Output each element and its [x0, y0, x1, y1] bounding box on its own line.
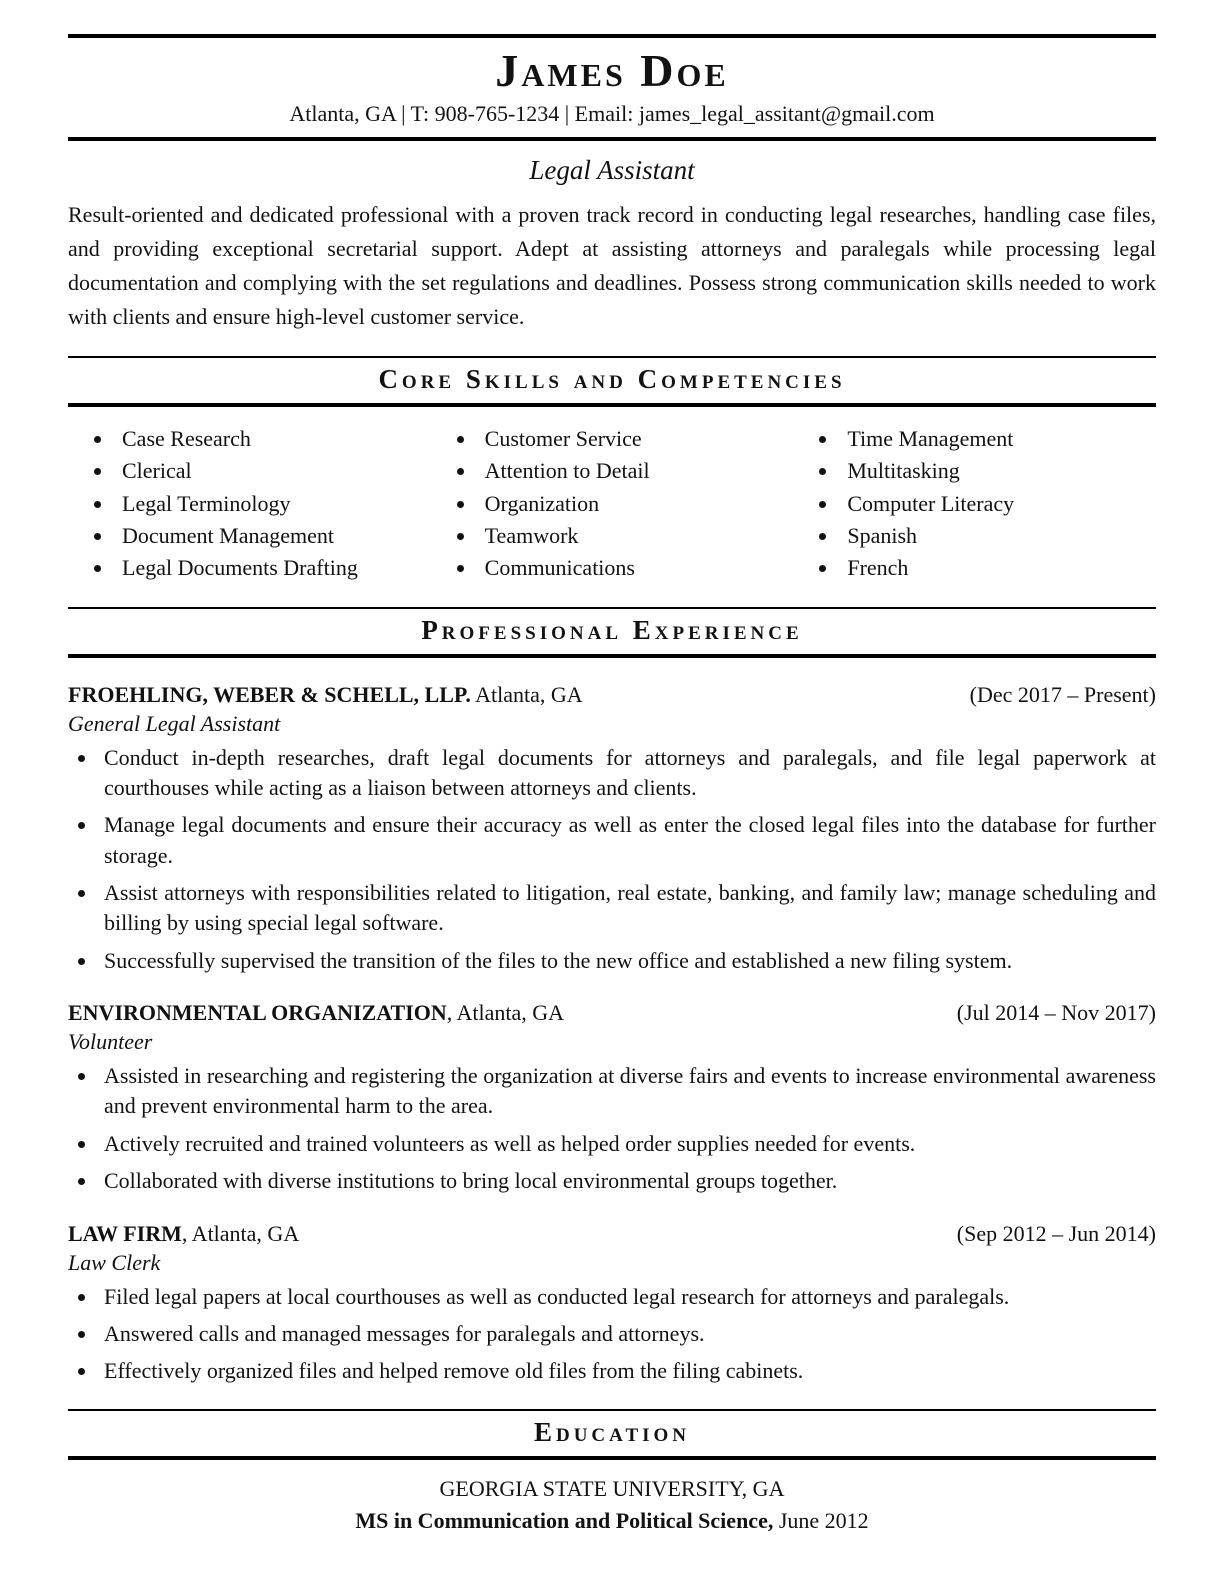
job-role: Law Clerk	[68, 1249, 161, 1275]
job-dates: (Dec 2017 – Present)	[969, 681, 1156, 707]
education-school: GEORGIA STATE UNIVERSITY, GA	[439, 1475, 785, 1501]
skill-item: • Multitasking	[839, 455, 1156, 487]
skill-item: • Document Management	[114, 520, 431, 552]
company-location: , Atlanta, GA	[446, 1000, 565, 1026]
skills-column-2	[431, 423, 794, 585]
company-line	[68, 1221, 299, 1247]
section-header-experience	[68, 607, 1156, 658]
job-entry	[68, 1000, 1156, 1196]
skill-item: • Teamwork	[477, 520, 794, 552]
top-rule	[68, 34, 1156, 38]
skill-item: • Customer Service	[477, 423, 794, 455]
bullet-item: • Answered calls and managed messages for paralegals and attorneys.	[98, 1319, 1156, 1349]
degree-name: MS in Communication and Political Science,	[355, 1507, 774, 1533]
skill-item: • Spanish	[839, 520, 1156, 552]
section-title-experience: Professional Experience	[421, 614, 803, 645]
job-bullet-list	[68, 1061, 1156, 1196]
bullet-item: • Manage legal documents and ensure their accuracy as well as enter the closed legal files into the database for further storage.	[98, 810, 1156, 871]
bullet-item: • Successfully supervised the transition of the files to the new office and established a new filing system.	[98, 946, 1156, 976]
bullet-item: • Filed legal papers at local courthouses as well as conducted legal research for attorneys and paralegals.	[98, 1282, 1156, 1312]
company-location: Atlanta, GA	[470, 681, 583, 707]
bullet-item: • Actively recruited and trained volunteers as well as helped order supplies needed for events.	[98, 1129, 1156, 1159]
skill-item: • Organization	[477, 488, 794, 520]
skills-grid	[68, 423, 1156, 585]
job-entry	[68, 1221, 1156, 1387]
section-title-education: Education	[533, 1416, 691, 1447]
header-bottom-rule	[68, 137, 1156, 141]
job-dates: (Sep 2012 – Jun 2014)	[956, 1220, 1156, 1246]
company-line	[68, 682, 583, 708]
company-line	[68, 1000, 564, 1026]
skill-item: • Clerical	[114, 455, 431, 487]
skill-item: • Legal Documents Drafting	[114, 552, 431, 584]
skill-item: • Communications	[477, 552, 794, 584]
skill-item: • Computer Literacy	[839, 488, 1156, 520]
company-name: FROEHLING, WEBER & SCHELL, LLP.	[68, 681, 471, 707]
skills-column-3	[793, 423, 1156, 585]
bullet-item: • Assist attorneys with responsibilities related to litigation, real estate, banking, and family law; manage scheduling and billing by using special legal software.	[98, 878, 1156, 939]
education-block	[68, 1476, 1156, 1534]
skills-column-1	[68, 423, 431, 585]
bullet-item: • Effectively organized files and helped remove old files from the filing cabinets.	[98, 1356, 1156, 1386]
skill-item: • Case Research	[114, 423, 431, 455]
summary-paragraph: Result-oriented and dedicated professional with a proven track record in conducting legal researches, handling case files, and providing exceptional secretarial support. Adept at assisting attorneys and paralegals while processing legal documentation and complying with the set regulations and deadlines. Possess strong communication skills needed to work with clients and ensure high-level customer service.	[68, 201, 1156, 329]
job-header	[68, 1000, 1156, 1026]
candidate-name: James Doe	[495, 45, 729, 96]
contact-line: Atlanta, GA | T: 908-765-1234 | Email: james_legal_assitant@gmail.com	[289, 100, 935, 126]
degree-date: June 2012	[773, 1507, 869, 1533]
skill-item: • Time Management	[839, 423, 1156, 455]
bullet-item: • Assisted in researching and registering the organization at diverse fairs and events to increase environmental awareness and prevent environmental harm to the area.	[98, 1061, 1156, 1122]
bullet-item: • Collaborated with diverse institutions to bring local environmental groups together.	[98, 1166, 1156, 1196]
job-bullet-list	[68, 743, 1156, 977]
job-dates: (Jul 2014 – Nov 2017)	[956, 1000, 1156, 1026]
company-name: LAW FIRM	[68, 1220, 182, 1246]
skill-item: • French	[839, 552, 1156, 584]
job-role: Volunteer	[68, 1029, 153, 1055]
section-title-skills: Core Skills and Competencies	[378, 363, 846, 394]
section-header-skills	[68, 356, 1156, 407]
company-name: ENVIRONMENTAL ORGANIZATION	[68, 1000, 447, 1026]
job-entry	[68, 682, 1156, 977]
job-bullet-list	[68, 1282, 1156, 1387]
section-header-education	[68, 1409, 1156, 1460]
job-header	[68, 1221, 1156, 1247]
job-role: General Legal Assistant	[68, 710, 281, 736]
job-header	[68, 682, 1156, 708]
skill-item: • Attention to Detail	[477, 455, 794, 487]
education-degree	[68, 1508, 1156, 1534]
bullet-item: • Conduct in-depth researches, draft legal documents for attorneys and paralegals, and file legal paperwork at courthouses while acting as a liaison between attorneys and clients.	[98, 743, 1156, 804]
skill-item: • Legal Terminology	[114, 488, 431, 520]
company-location: , Atlanta, GA	[181, 1220, 300, 1246]
position-title: Legal Assistant	[529, 154, 695, 185]
